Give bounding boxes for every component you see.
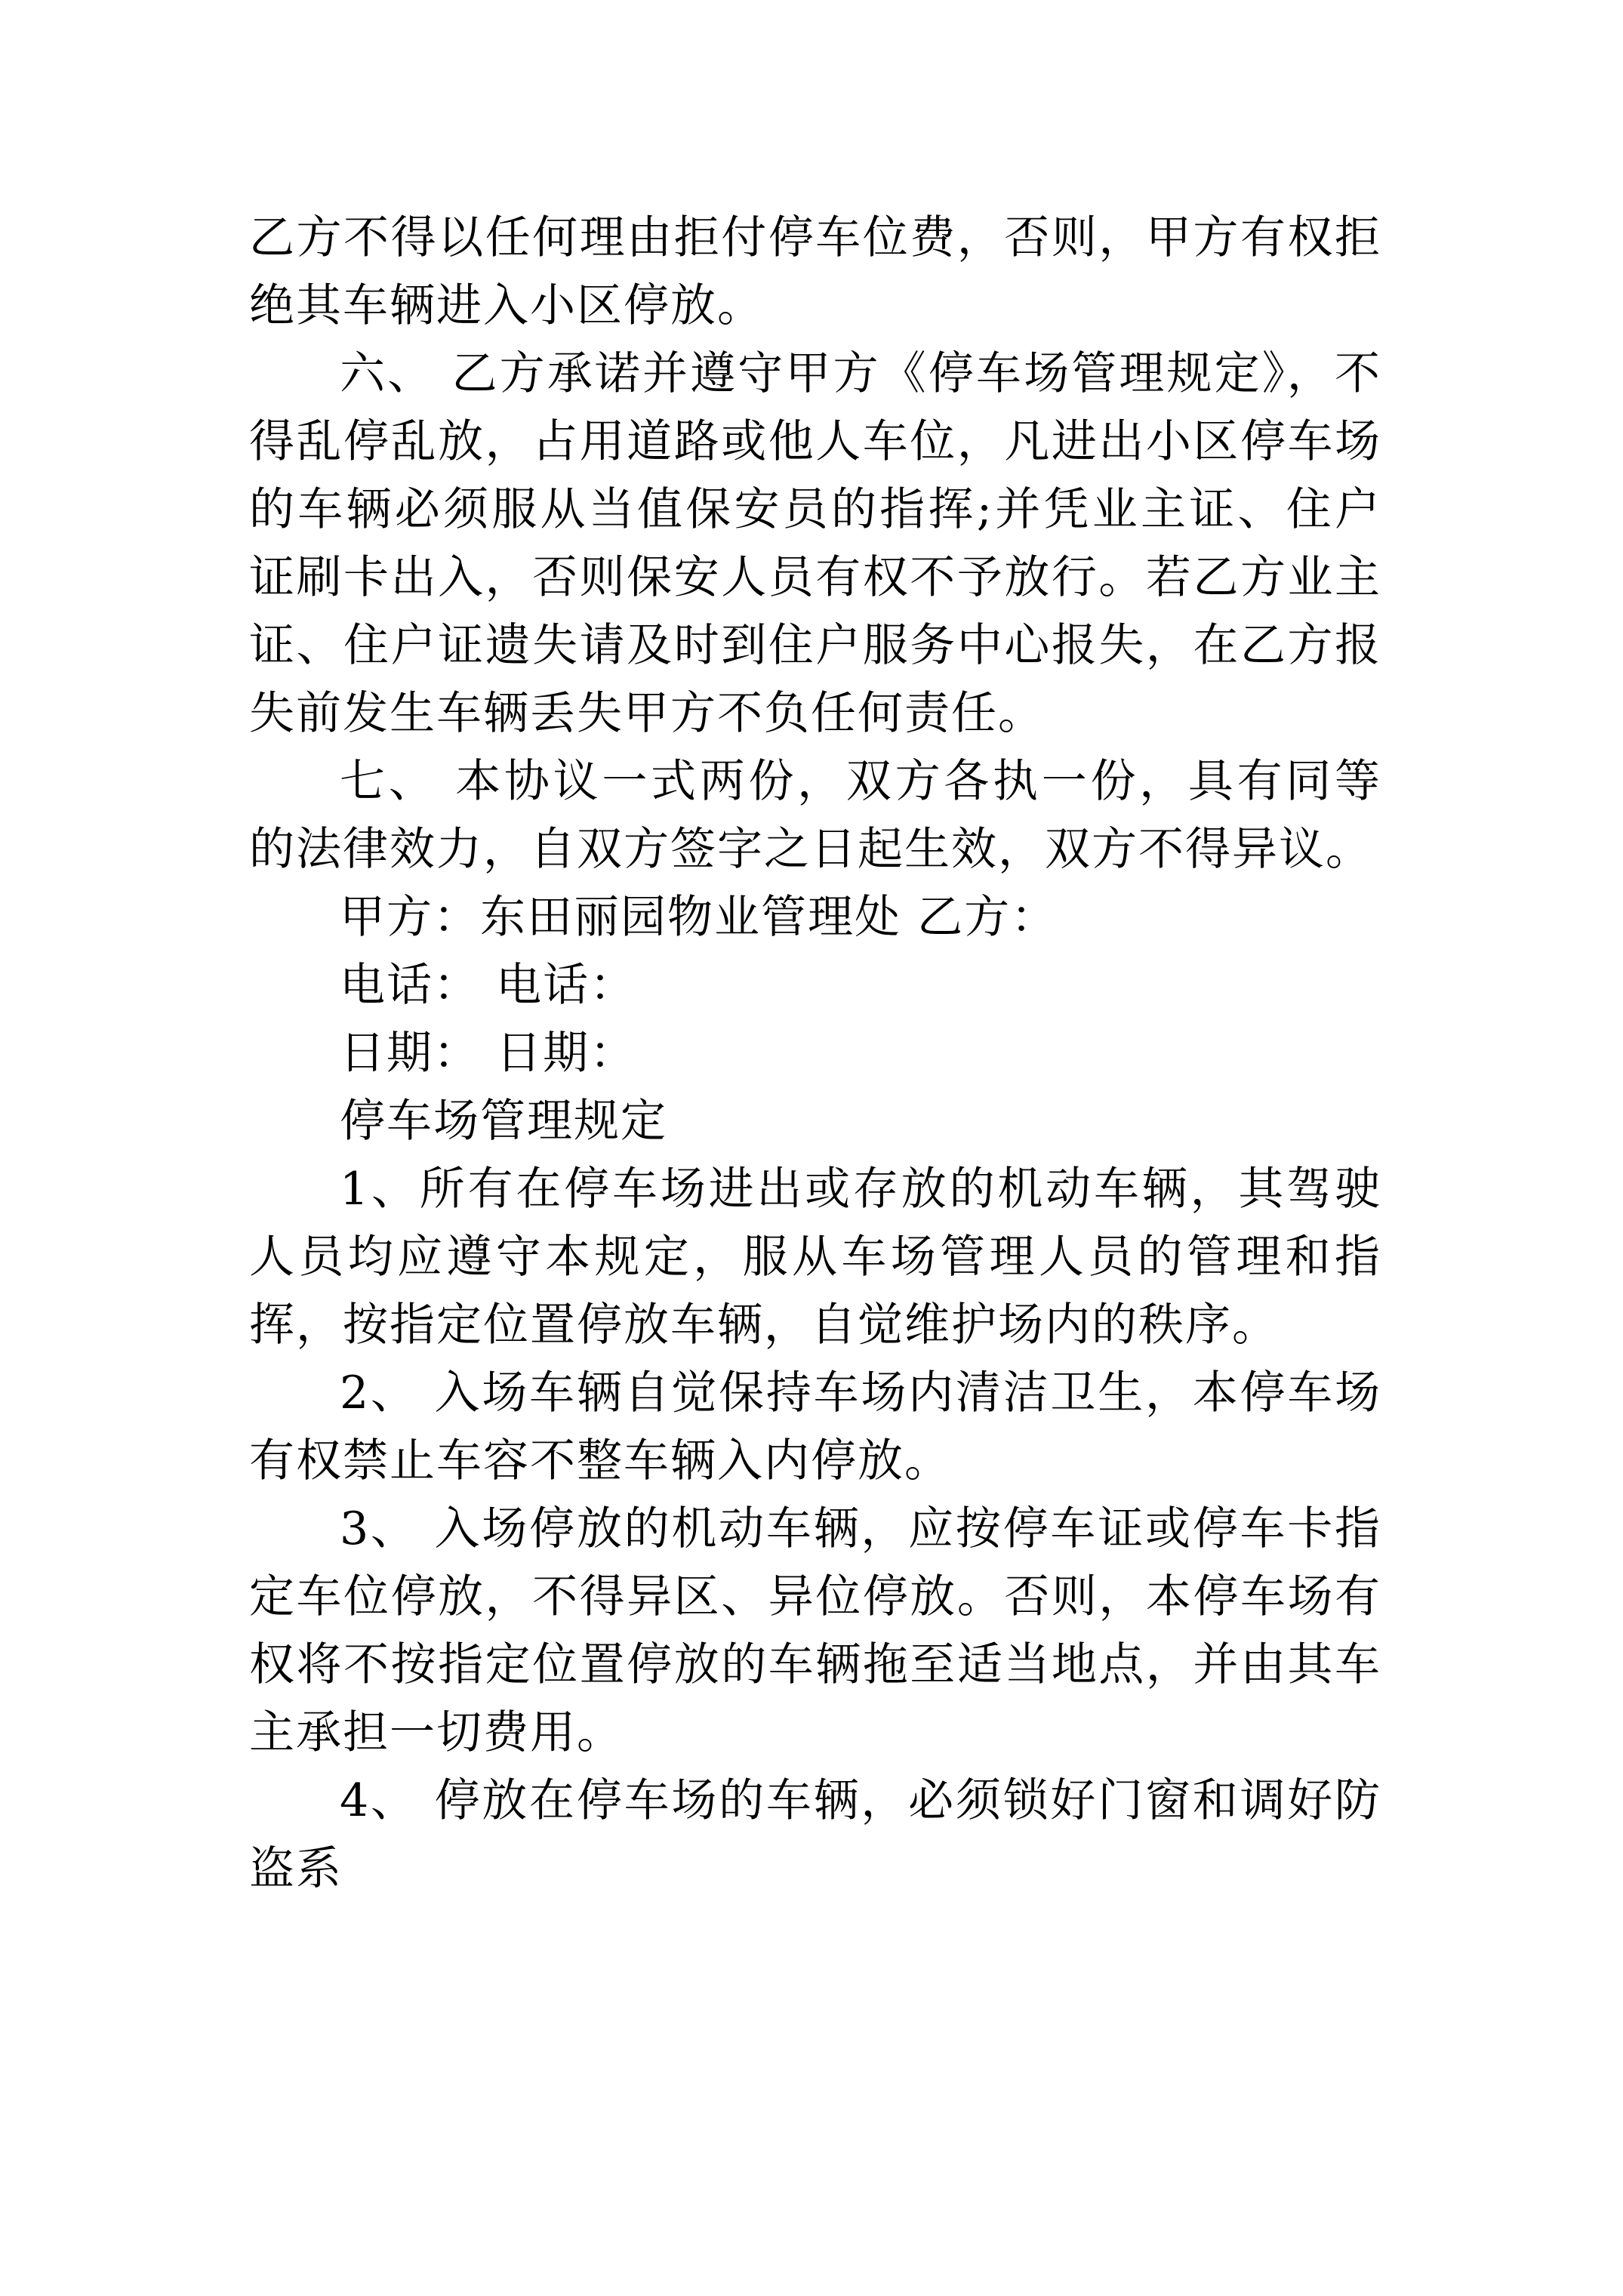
document-body	[249, 204, 1381, 1903]
signature-date-line: 日期： 日期：	[340, 1027, 637, 1080]
rule-item-3: 3、 入场停放的机动车辆，应按停车证或停车卡指定车位停放，不得异区、异位停放。否则，本停车场有权将不按指定位置停放的车辆拖至适当地点，并由其车主承担一切费用。	[249, 1502, 1381, 1759]
paragraph-six: 六、 乙方承诺并遵守甲方《停车场管理规定》，不得乱停乱放，占用道路或他人车位，凡进出小区停车场的车辆必须服从当值保安员的指挥;并凭业主证、住户证刷卡出入，否则保安人员有权不予放行。若乙方业主证、住户证遗失请及时到住户服务中心报失，在乙方报失前发生车辆丢失甲方不负任何责任。	[249, 347, 1381, 740]
rule-item-1: 1、所有在停车场进出或存放的机动车辆，其驾驶人员均应遵守本规定，服从车场管理人员的管理和指挥，按指定位置停放车辆，自觉维护场内的秩序。	[249, 1163, 1381, 1351]
rule-item-2: 2、 入场车辆自觉保持车场内清洁卫生，本停车场有权禁止车容不整车辆入内停放。	[249, 1367, 1381, 1487]
section-title: 停车场管理规定	[340, 1095, 667, 1148]
rule-item-4: 4、 停放在停车场的车辆，必须锁好门窗和调好防盗系	[249, 1774, 1381, 1895]
paragraph-seven: 七、 本协议一式两份，双方各执一份，具有同等的法律效力，自双方签字之日起生效，双方不得异议。	[249, 755, 1381, 876]
signature-phone-line: 电话： 电话：	[340, 959, 637, 1012]
paragraph-refuse-fee: 乙方不得以任何理由拒付停车位费，否则，甲方有权拒绝其车辆进入小区停放。	[249, 211, 1381, 332]
signature-party-line: 甲方：东田丽园物业管理处 乙方：	[340, 891, 1058, 944]
